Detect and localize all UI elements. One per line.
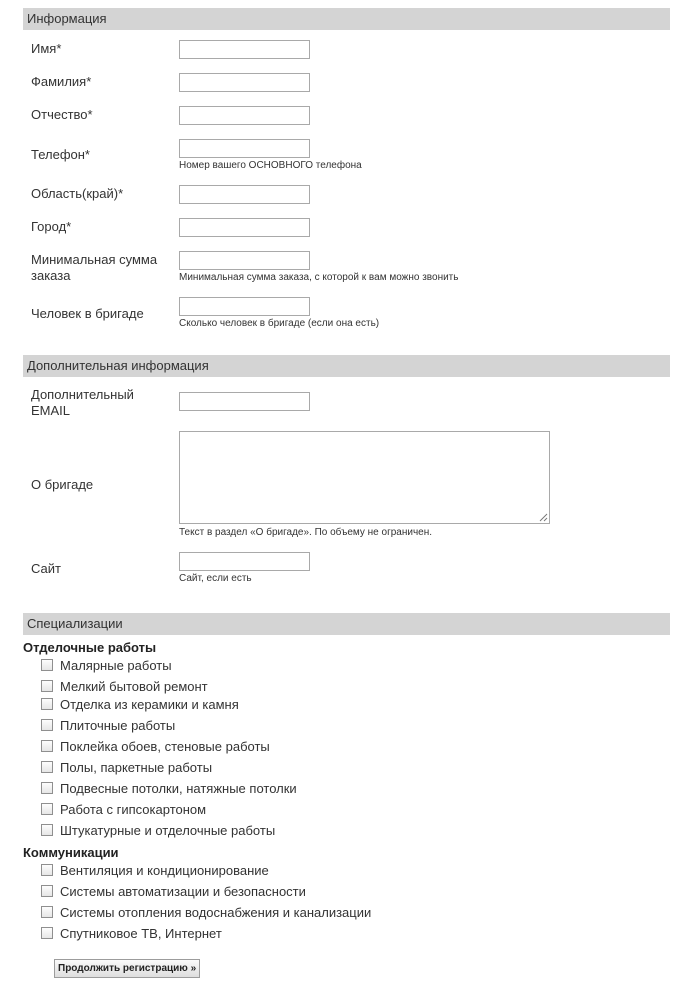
checkbox-label: Полы, паркетные работы <box>60 759 213 775</box>
checkbox-label: Вентиляция и кондиционирование <box>60 862 269 878</box>
checkbox-row[interactable] <box>41 862 269 878</box>
checkbox-row[interactable] <box>41 883 306 899</box>
min-order-label <box>31 252 171 284</box>
email-label <box>31 387 171 419</box>
checkbox[interactable] <box>41 719 53 731</box>
checkbox-label: Штукатурные и отделочные работы <box>60 822 276 838</box>
email-label-line2: EMAIL <box>31 403 71 418</box>
continue-registration-button[interactable]: Продолжить регистрацию » <box>54 959 200 978</box>
first-name-label: Имя* <box>31 41 62 56</box>
group-title-communications: Коммуникации <box>23 845 119 860</box>
crew-size-input[interactable] <box>179 297 310 316</box>
min-order-label-line2: заказа <box>31 268 71 283</box>
checkbox-row[interactable] <box>41 780 297 796</box>
checkbox-row[interactable] <box>41 696 239 712</box>
about-crew-label: О бригаде <box>31 477 94 492</box>
first-name-input[interactable] <box>179 40 310 59</box>
min-order-label-line1: Минимальная сумма <box>31 252 158 267</box>
last-name-label: Фамилия* <box>31 74 92 89</box>
site-input[interactable] <box>179 552 310 571</box>
checkbox-label: Системы отопления водоснабжения и канализации <box>60 904 372 920</box>
checkbox-label: Малярные работы <box>60 657 172 673</box>
min-order-input[interactable] <box>179 251 310 270</box>
about-crew-hint: Текст в раздел «О бригаде». По объему не ограничен. <box>179 527 433 538</box>
section-header-additional: Дополнительная информация <box>23 355 670 377</box>
additional-email-input[interactable] <box>179 392 310 411</box>
checkbox[interactable] <box>41 906 53 918</box>
section-header-info: Информация <box>23 8 670 30</box>
city-label: Город* <box>31 219 72 234</box>
checkbox-row[interactable] <box>41 759 212 775</box>
patronymic-label: Отчество* <box>31 107 93 122</box>
checkbox-label: Подвесные потолки, натяжные потолки <box>60 780 297 796</box>
checkbox[interactable] <box>41 885 53 897</box>
checkbox-row[interactable] <box>41 657 172 673</box>
checkbox-label: Работа с гипсокартоном <box>60 801 207 817</box>
checkbox-row[interactable] <box>41 678 208 694</box>
region-input[interactable] <box>179 185 310 204</box>
checkbox[interactable] <box>41 803 53 815</box>
region-label: Область(край)* <box>31 186 124 201</box>
checkbox[interactable] <box>41 761 53 773</box>
patronymic-input[interactable] <box>179 106 310 125</box>
checkbox-row[interactable] <box>41 904 371 920</box>
checkbox-row[interactable] <box>41 925 222 941</box>
checkbox-label: Отделка из керамики и камня <box>60 696 239 712</box>
site-hint: Сайт, если есть <box>179 573 252 584</box>
site-label: Сайт <box>31 561 61 576</box>
checkbox-label: Плиточные работы <box>60 717 176 733</box>
email-label-line1: Дополнительный <box>31 387 134 402</box>
checkbox[interactable] <box>41 680 53 692</box>
phone-hint: Номер вашего ОСНОВНОГО телефона <box>179 160 362 171</box>
city-input[interactable] <box>179 218 310 237</box>
resize-grip-icon[interactable] <box>539 513 548 522</box>
checkbox-label: Поклейка обоев, стеновые работы <box>60 738 270 754</box>
phone-input[interactable] <box>179 139 310 158</box>
last-name-input[interactable] <box>179 73 310 92</box>
checkbox[interactable] <box>41 698 53 710</box>
group-title-finishing: Отделочные работы <box>23 640 157 655</box>
checkbox-label: Системы автоматизации и безопасности <box>60 883 306 899</box>
checkbox-label: Мелкий бытовой ремонт <box>60 678 208 694</box>
checkbox[interactable] <box>41 824 53 836</box>
crew-size-label: Человек в бригаде <box>31 306 144 321</box>
checkbox[interactable] <box>41 864 53 876</box>
phone-label: Телефон* <box>31 147 90 162</box>
crew-size-hint: Сколько человек в бригаде (если она есть) <box>179 318 380 329</box>
checkbox-row[interactable] <box>41 822 275 838</box>
checkbox[interactable] <box>41 740 53 752</box>
about-crew-textarea[interactable] <box>179 431 550 524</box>
section-header-specializations: Специализации <box>23 613 670 635</box>
checkbox[interactable] <box>41 927 53 939</box>
checkbox-row[interactable] <box>41 717 175 733</box>
checkbox[interactable] <box>41 782 53 794</box>
checkbox-row[interactable] <box>41 801 206 817</box>
min-order-hint: Минимальная сумма заказа, с которой к вам можно звонить <box>179 272 459 283</box>
checkbox-label: Спутниковое ТВ, Интернет <box>60 925 222 941</box>
checkbox-row[interactable] <box>41 738 270 754</box>
checkbox[interactable] <box>41 659 53 671</box>
